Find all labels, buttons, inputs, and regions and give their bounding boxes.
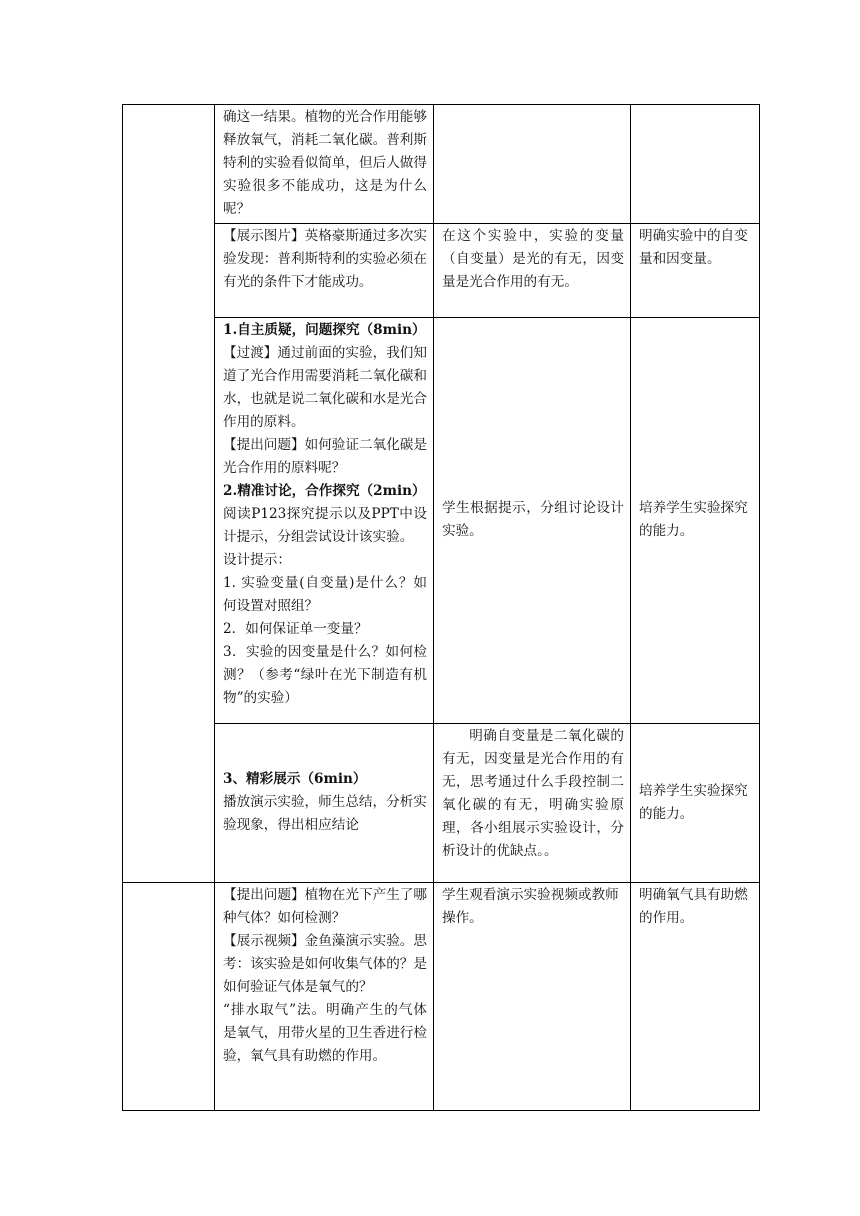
intent-text: 培养学生实验探究的能力。 bbox=[639, 782, 748, 822]
design-intent-cell bbox=[631, 224, 760, 318]
intent-text: 培养学生实验探究的能力。 bbox=[639, 500, 748, 539]
teacher-text: 【展示图片】英格豪斯通过多次实验发现：普利斯特利的实验必须在有光的条件下才能成功。 bbox=[223, 228, 427, 290]
design-intent-cell bbox=[631, 318, 760, 724]
student-activity-cell bbox=[434, 224, 631, 318]
table-row bbox=[123, 318, 760, 724]
teacher-paragraph: 播放演示实验，师生总结，分析实验现象，得出相应结论 bbox=[223, 794, 427, 833]
table-row bbox=[123, 224, 760, 318]
teacher-activity-cell bbox=[215, 724, 434, 883]
teacher-paragraph: “排水取气”法。明确产生的气体是氧气，用带火星的卫生香进行检验，氧气具有助燃的作用。 bbox=[223, 1002, 427, 1064]
section-heading: 3、精彩展示（6min） bbox=[223, 771, 367, 787]
teacher-activity-cell bbox=[215, 105, 434, 224]
table-row bbox=[123, 883, 760, 1111]
teacher-paragraph: 1. 实验变量(自变量)是什么？如何设置对照组？ bbox=[223, 575, 427, 614]
student-activity-cell bbox=[434, 883, 631, 1111]
teacher-paragraph: 【提出问题】植物在光下产生了哪种气体？如何检测？ bbox=[223, 887, 427, 926]
teacher-text: 确这一结果。植物的光合作用能够释放氧气，消耗二氧化碳。普利斯特利的实验看似简单，但后人做得实验很多不能成功，这是为什么呢？ bbox=[223, 109, 427, 217]
table-row bbox=[123, 105, 760, 224]
student-activity-cell bbox=[434, 724, 631, 883]
student-activity-cell bbox=[434, 105, 631, 224]
section-heading: 1.自主质疑，问题探究（8min） bbox=[223, 322, 426, 338]
student-text: 明确自变量是二氧化碳的有无，因变量是光合作用的有无，思考通过什么手段控制二氧化碳的有无，明确实验原理，各小组展示实验设计，分析设计的优缺点。。 bbox=[442, 728, 624, 859]
table-row bbox=[123, 724, 760, 883]
student-activity-cell bbox=[434, 318, 631, 724]
lesson-plan-table bbox=[122, 104, 760, 1111]
teacher-activity-cell bbox=[215, 883, 434, 1111]
teacher-paragraph: 2．如何保证单一变量？ bbox=[223, 621, 368, 637]
teacher-paragraph: 【展示视频】金鱼藻演示实验。思考：该实验是如何收集气体的？是如何验证气体是氧气的？ bbox=[223, 933, 427, 995]
teacher-paragraph: 设计提示： bbox=[223, 552, 291, 568]
teacher-activity-cell bbox=[215, 318, 434, 724]
teacher-paragraph: 阅读P123探究提示以及PPT中设计提示，分组尝试设计该实验。 bbox=[223, 506, 427, 545]
design-intent-cell bbox=[631, 724, 760, 883]
stage-cell bbox=[123, 105, 215, 883]
teacher-activity-cell bbox=[215, 224, 434, 318]
student-text: 在这个实验中，实验的变量（自变量）是光的有无，因变量是光合作用的有无。 bbox=[442, 228, 624, 290]
stage-cell bbox=[123, 883, 215, 1111]
student-text: 学生观看演示实验视频或教师操作。 bbox=[442, 887, 619, 926]
intent-text: 明确实验中的自变量和因变量。 bbox=[639, 228, 748, 267]
teacher-paragraph: 【过渡】通过前面的实验，我们知道了光合作用需要消耗二氧化碳和水，也就是说二氧化碳和水是光合作用的原料。 bbox=[223, 345, 427, 430]
design-intent-cell bbox=[631, 105, 760, 224]
intent-text: 明确氧气具有助燃的作用。 bbox=[639, 887, 748, 926]
teacher-paragraph: 【提出问题】如何验证二氧化碳是光合作用的原料呢？ bbox=[223, 437, 427, 476]
design-intent-cell bbox=[631, 883, 760, 1111]
student-text: 学生根据提示，分组讨论设计实验。 bbox=[442, 500, 624, 539]
teacher-paragraph: 3．实验的因变量是什么？如何检测？（参考“绿叶在光下制造有机物”的实验） bbox=[223, 644, 427, 706]
section-heading: 2.精准讨论，合作探究（2min） bbox=[223, 483, 426, 499]
